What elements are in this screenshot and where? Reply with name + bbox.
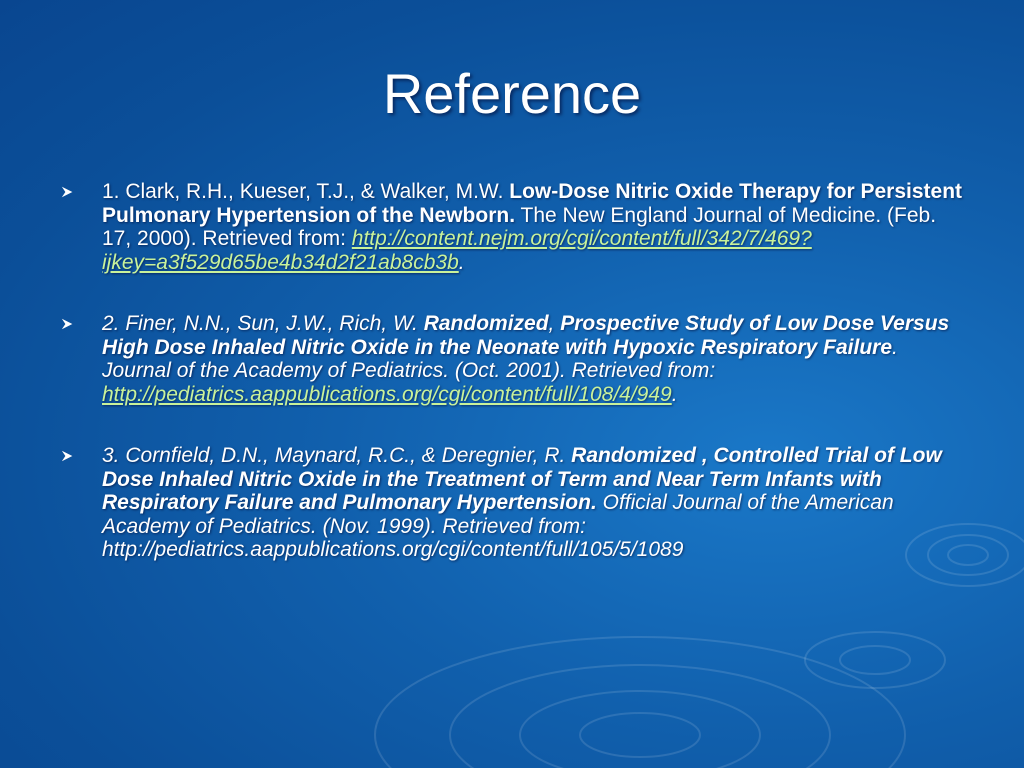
reference-source: Official Journal of the American Academy of Pediatrics. (Nov. 1999). Retrieved from: (102, 491, 894, 538)
arrow-bullet-icon (60, 449, 74, 463)
reference-item-1 (60, 180, 970, 274)
reference-comma: , (548, 312, 561, 335)
reference-list (60, 180, 970, 600)
arrow-bullet-icon (60, 185, 74, 199)
reference-article-title-continued: Prospective Study of Low Dose Versus High Dose Inhaled Nitric Oxide in the Neonate with Hypoxic Respiratory Failure (102, 312, 950, 359)
reference-item-2 (60, 312, 970, 406)
reference-article-title: Randomized (423, 312, 549, 335)
reference-authors: 2. Finer, N.N., Sun, J.W., Rich, W. (102, 312, 424, 335)
reference-url-text: http://pediatrics.aappublications.org/cgi/content/full/105/5/1089 (102, 538, 684, 561)
reference-source: The New England Journal of Medicine. (Feb. 17, 2000). Retrieved from: (102, 203, 937, 250)
reference-link[interactable]: http://pediatrics.aappublications.org/cgi/content/full/108/4/949 (102, 382, 672, 406)
reference-source: . Journal of the Academy of Pediatrics. (Oct. 2001). Retrieved from: (102, 335, 898, 382)
reference-authors: 3. Cornfield, D.N., Maynard, R.C., & Deregnier, R. (102, 444, 572, 467)
reference-article-title: Randomized , Controlled Trial of Low Dose Inhaled Nitric Oxide in the Treatment of Term and Near Term Infants with Respiratory Failure and Pulmonary Hypertension. (102, 444, 942, 514)
reference-article-title: Low-Dose Nitric Oxide Therapy for Persistent Pulmonary Hypertension of the Newborn. (102, 180, 963, 227)
reference-link[interactable]: http://content.nejm.org/cgi/content/full/342/7/469?ijkey=a3f529d65be4b34d2f21ab8cb3b (102, 227, 812, 274)
arrow-bullet-icon (60, 317, 74, 331)
reference-authors: 1. Clark, R.H., Kueser, T.J., & Walker, M.W. (102, 180, 510, 203)
reference-item-3 (60, 444, 970, 562)
slide-title: Reference (382, 62, 642, 125)
reference-end-punctuation: . (671, 382, 678, 406)
reference-end-punctuation: . (458, 250, 465, 274)
